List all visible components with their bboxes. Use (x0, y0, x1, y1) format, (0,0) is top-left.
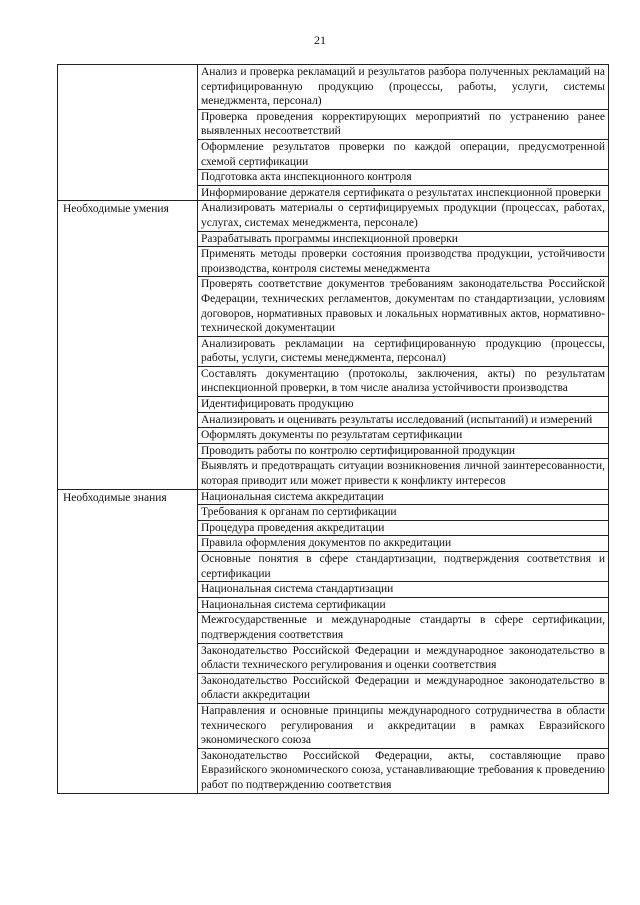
list-item: Законодательство Российской Федерации и международное законодательство в области технического регулирования и оценки соответствия (198, 644, 608, 674)
list-item: Оформление результатов проверки по каждой операции, предусмотренной схемой сертификации (198, 140, 608, 170)
requirements-table (57, 64, 609, 794)
list-item: Национальная система сертификации (198, 598, 608, 614)
list-item: Проверять соответствие документов требованиям законодательства Российской Федерации, технических регламентов, документам по стандартизации, условиям договоров, нормативных правовых и локальных нормативных актов, нормативно-технической документации (198, 277, 608, 336)
row-label-knowledge: Необходимые знания (58, 489, 198, 793)
list-item: Основные понятия в сфере стандартизации, подтверждения соответствия и сертификации (198, 552, 608, 582)
list-item: Идентифицировать продукцию (198, 397, 608, 413)
list-item: Составлять документацию (протоколы, заключения, акты) по результатам инспекционной проверки, в том числе анализа устойчивости производства (198, 367, 608, 397)
list-item: Анализировать рекламации на сертифицированную продукцию (процессы, работы, услуги, системы менеджмента, персонал) (198, 337, 608, 367)
list-item: Разрабатывать программы инспекционной проверки (198, 232, 608, 248)
list-item: Анализ и проверка рекламаций и результатов разбора полученных рекламаций на сертифицированную продукцию (процессы, работы, услуги, системы менеджмента, персонал) (198, 65, 608, 110)
table-row (58, 201, 609, 489)
row-items (198, 65, 609, 201)
list-item: Выявлять и предотвращать ситуации возникновения личной заинтересованности, которая приводит или может привести к конфликту интересов (201, 460, 605, 488)
list-item: Законодательство Российской Федерации и международное законодательство в области аккредитации (198, 674, 608, 704)
list-item: Оформлять документы по результатам сертификации (198, 428, 608, 444)
list-item: Национальная система стандартизации (198, 582, 608, 598)
list-item: Процедура проведения аккредитации (198, 521, 608, 537)
row-items (198, 201, 609, 489)
list-item: Применять методы проверки состояния производства продукции, устойчивости производства, контроля системы менеджмента (198, 247, 608, 277)
list-item: Проводить работы по контролю сертифицированной продукции (198, 444, 608, 460)
list-item: Информирование держателя сертификата о результатах инспекционной проверки (201, 186, 602, 199)
table-row (58, 489, 609, 793)
list-item: Анализировать и оценивать результаты исследований (испытаний) и измерений (198, 413, 608, 429)
table-row (58, 65, 609, 201)
list-item: Национальная система аккредитации (198, 490, 608, 506)
row-label (58, 65, 198, 201)
list-item: Подготовка акта инспекционного контроля (198, 170, 608, 186)
list-item: Межгосударственные и международные стандарты в сфере сертификации, подтверждения соответствия (198, 613, 608, 643)
list-item: Проверка проведения корректирующих мероприятий по устранению ранее выявленных несоответствий (198, 110, 608, 140)
page-number: 21 (314, 33, 326, 47)
list-item: Требования к органам по сертификации (198, 505, 608, 521)
row-items (198, 489, 609, 793)
list-item: Законодательство Российской Федерации, акты, составляющие право Евразийского экономического союза, устанавливающие требования к проведению работ по подтверждению соответствия (201, 749, 605, 791)
row-label-skills: Необходимые умения (58, 201, 198, 489)
list-item: Анализировать материалы о сертифицируемых продукции (процессах, работах, услугах, системах менеджмента, персонале) (198, 201, 608, 231)
list-item: Направления и основные принципы международного сотрудничества в области технического регулирования и аккредитации в рамках Евразийского экономического союза (198, 704, 608, 749)
list-item: Правила оформления документов по аккредитации (198, 536, 608, 552)
